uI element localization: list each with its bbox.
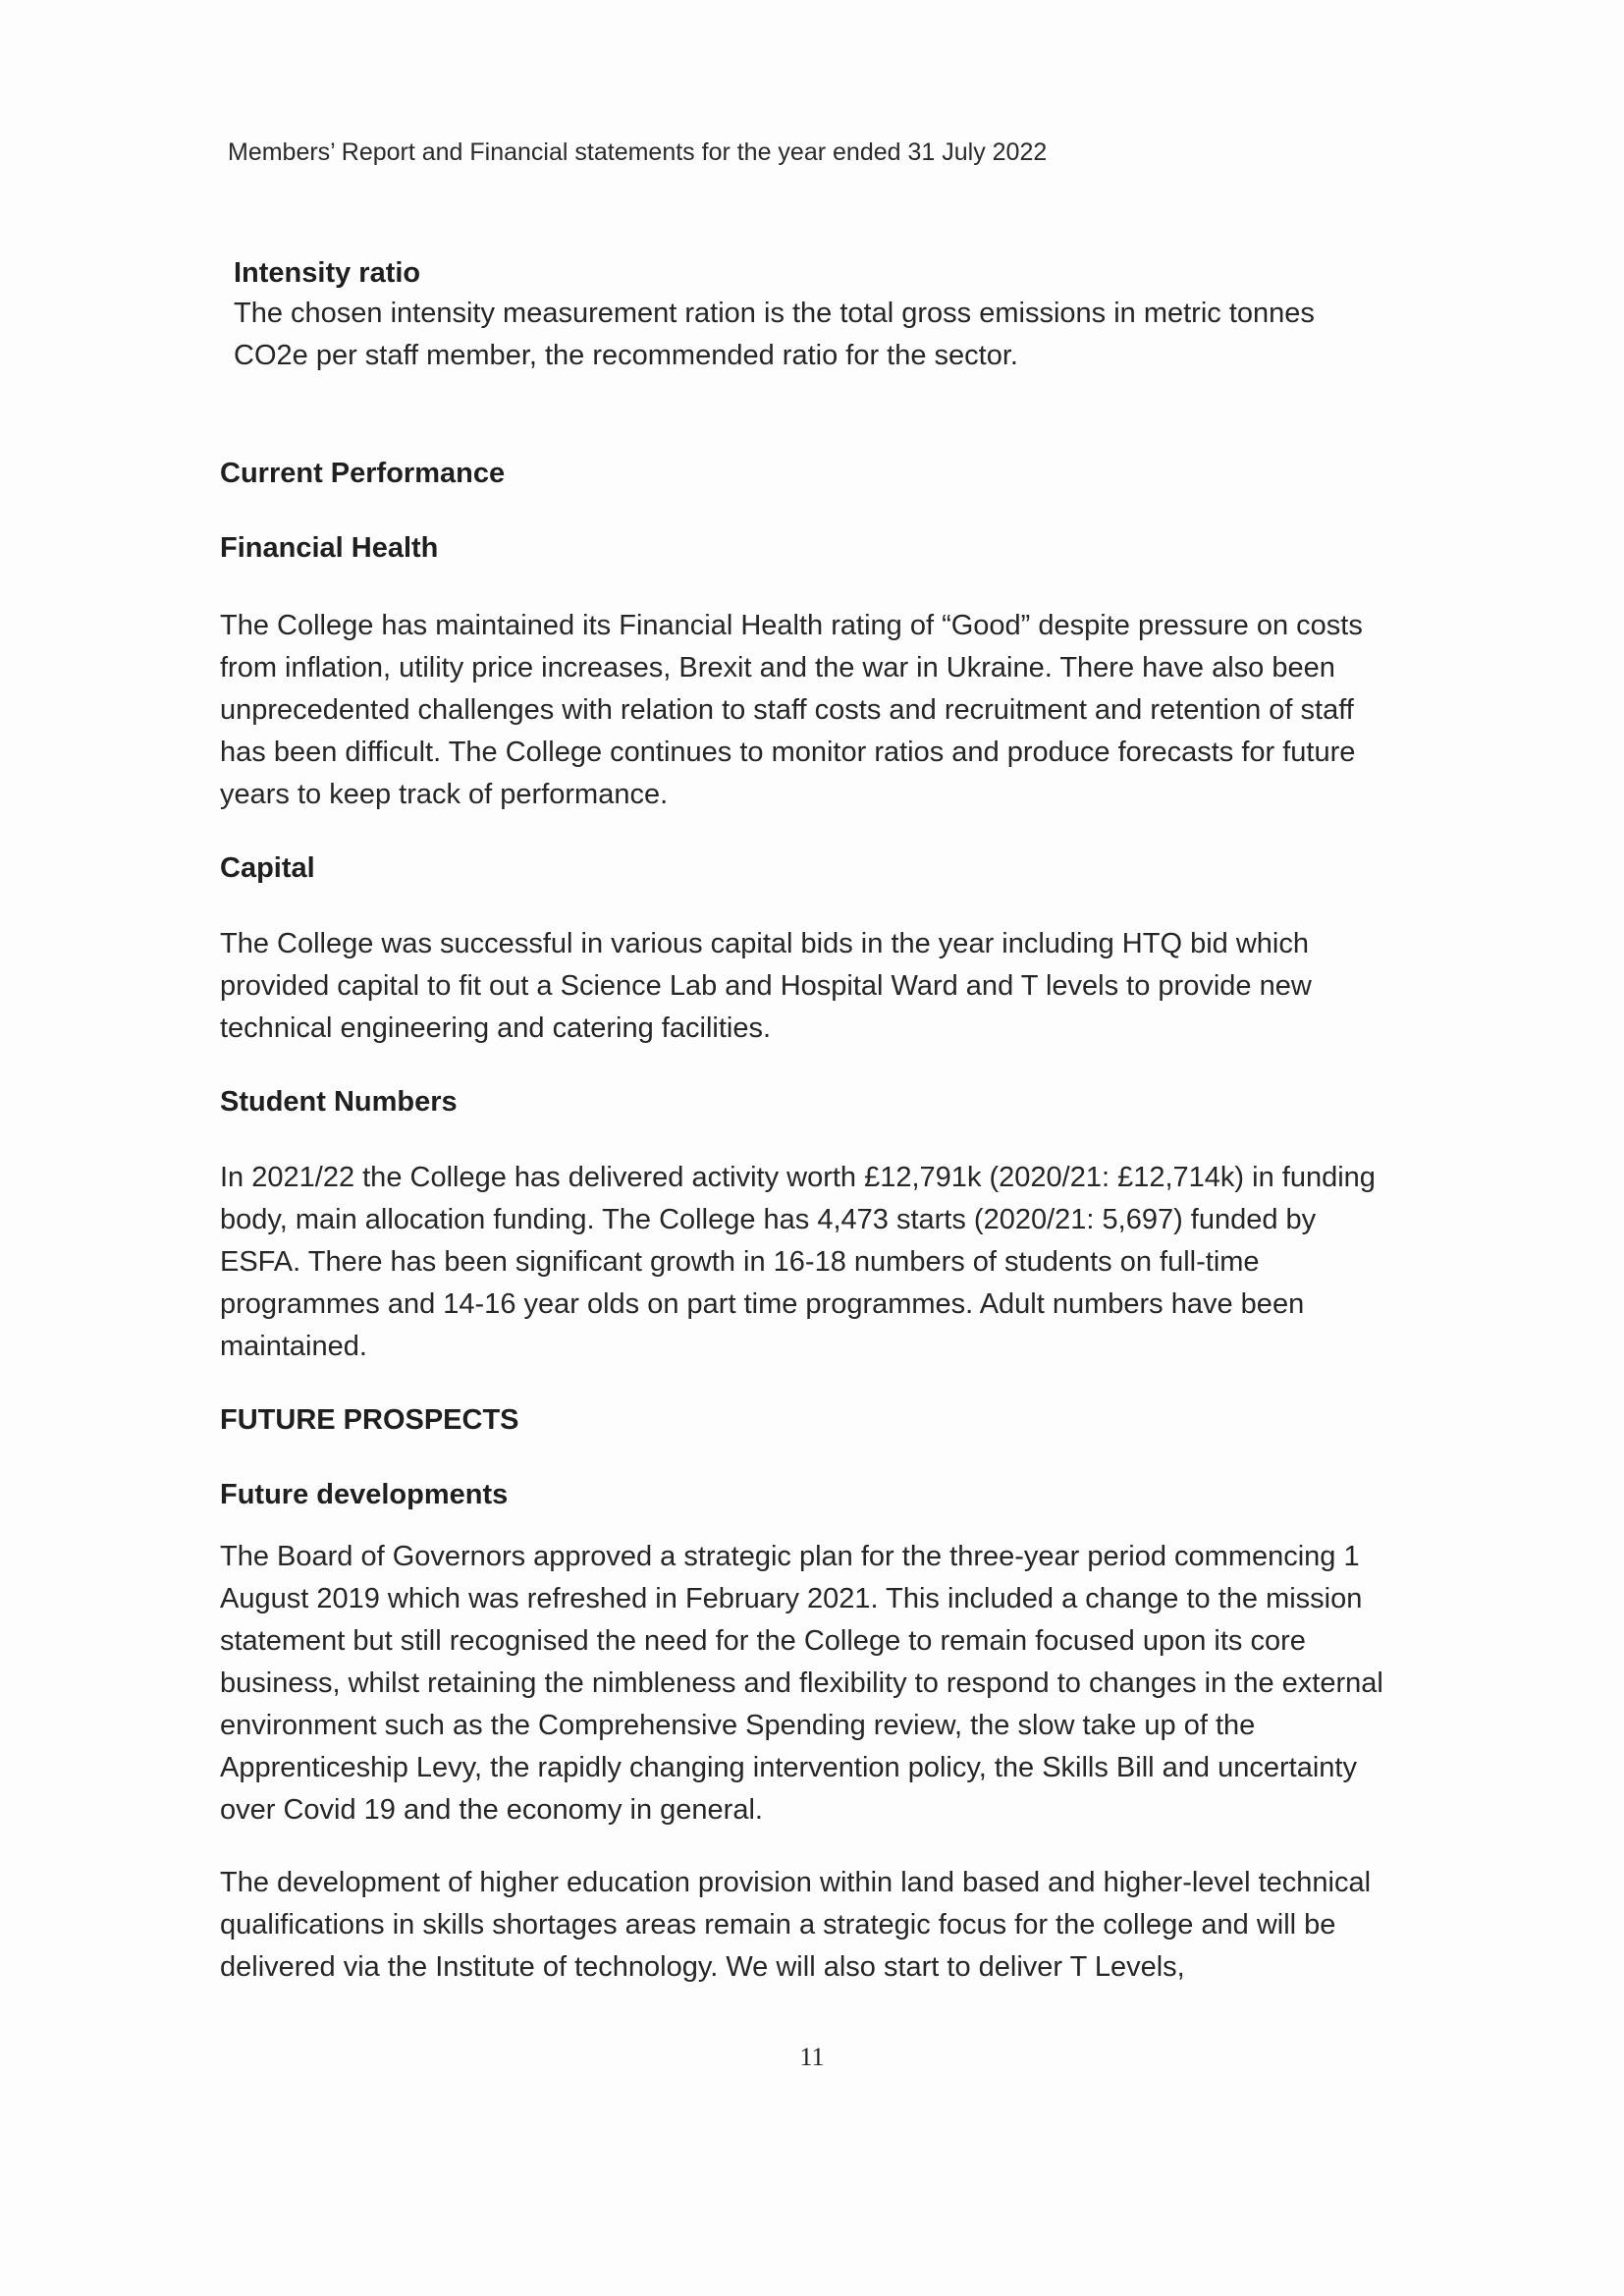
- student-numbers-body: In 2021/22 the College has delivered activity worth £12,791k (2020/21: £12,714k) in funding body, main allocation funding. The College has 4,473 starts (2020/21: 5,697) funded by ESFA. There has been significant growth in 16-18 numbers of students on full-time programmes and 14-16 year olds on part time programmes. Adult numbers have been maintained.: [220, 1162, 1376, 1362]
- financial-health-heading: Financial Health: [220, 532, 439, 564]
- student-numbers-body-block: [220, 1157, 1398, 1368]
- section-future-prospects: [220, 1400, 1398, 1440]
- page-number: 11: [799, 2043, 825, 2071]
- current-performance-heading: Current Performance: [220, 458, 506, 489]
- intensity-ratio-body: The chosen intensity measurement ration is the total gross emissions in metric tonnes CO2e per staff member, the recommended ratio for the sector.: [234, 298, 1315, 371]
- section-student-numbers: [220, 1082, 1398, 1121]
- capital-body-block: [220, 923, 1398, 1050]
- student-numbers-heading: Student Numbers: [220, 1086, 458, 1118]
- future-prospects-heading: FUTURE PROSPECTS: [220, 1404, 519, 1436]
- section-intensity-ratio: [234, 253, 1363, 377]
- section-financial-health: [220, 528, 1398, 568]
- section-capital: [220, 848, 1398, 888]
- section-future-developments: [220, 1475, 1398, 1514]
- intensity-ratio-heading: Intensity ratio: [234, 257, 421, 289]
- future-developments-body-2: The development of higher education provision within land based and higher-level technical qualifications in skills shortages areas remain a strategic focus for the college and will be delivered via the Institute of technology. We will also start to deliver T Levels,: [220, 1867, 1372, 1983]
- future-developments-heading: Future developments: [220, 1479, 509, 1510]
- financial-health-body-block: [220, 605, 1398, 816]
- running-header: Members’ Report and Financial statements for the year ended 31 July 2022: [228, 138, 1048, 166]
- financial-health-body: The College has maintained its Financial Health rating of “Good” despite pressure on costs from inflation, utility price increases, Brexit and the war in Ukraine. There have also been unprecedented challenges with relation to staff costs and recruitment and retention of staff has been difficult. The College continues to monitor ratios and produce forecasts for future years to keep track of performance.: [220, 610, 1363, 810]
- capital-body: The College was successful in various capital bids in the year including HTQ bid which provided capital to fit out a Science Lab and Hospital Ward and T levels to provide new technical engineering and catering facilities.: [220, 928, 1312, 1044]
- section-current-performance: [220, 454, 1398, 493]
- future-developments-body-block-1: [220, 1536, 1398, 1831]
- future-developments-body-1: The Board of Governors approved a strategic plan for the three-year period commencing 1 August 2019 which was refreshed in February 2021. This included a change to the mission statement but still recognised the need for the College to remain focused upon its core business, whilst retaining the nimbleness and flexibility to respond to changes in the external environment such as the Comprehensive Spending review, the slow take up of the Apprenticeship Levy, the rapidly changing intervention policy, the Skills Bill and uncertainty over Covid 19 and the economy in general.: [220, 1541, 1383, 1826]
- capital-heading: Capital: [220, 852, 315, 884]
- future-developments-body-block-2: [220, 1862, 1398, 1989]
